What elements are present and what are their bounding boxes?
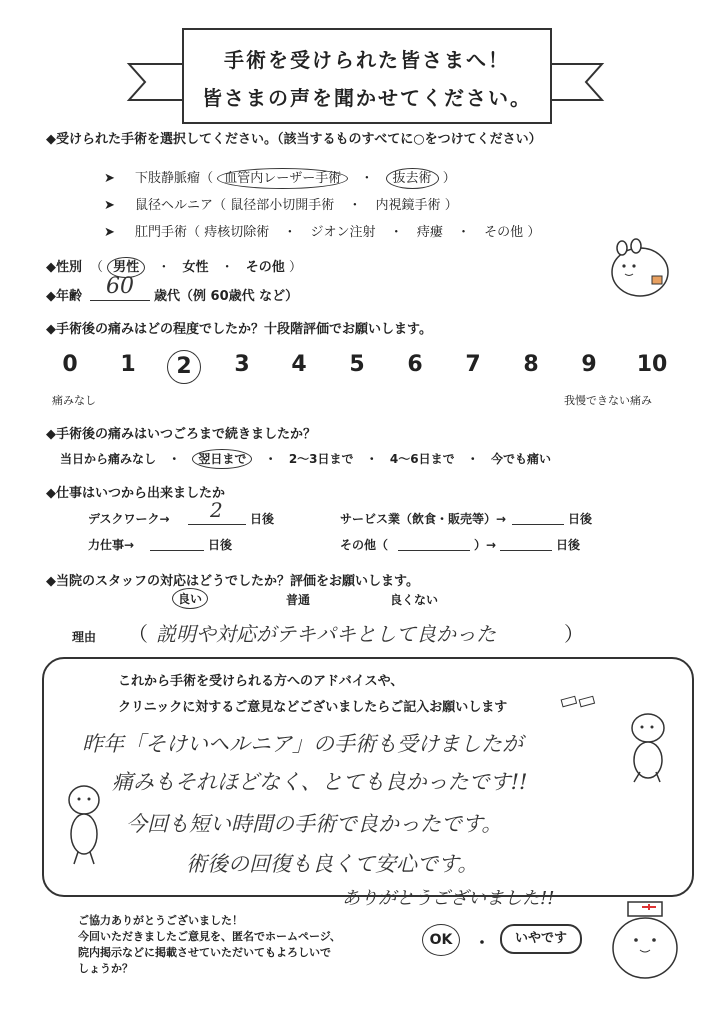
- title-banner: [182, 28, 552, 124]
- work-other-days-field[interactable]: [500, 532, 552, 551]
- staff-normal[interactable]: 普通: [286, 593, 311, 607]
- pain-1[interactable]: 1: [120, 352, 136, 377]
- footer-line-2: 今回いただきましたご意見を、匿名でホームページ、: [78, 930, 341, 943]
- pain-9[interactable]: 9: [581, 352, 597, 377]
- staff-bad[interactable]: 良くない: [390, 593, 439, 607]
- bear-illustration-2: [620, 708, 678, 790]
- surgery-name-varicose[interactable]: 下肢静脈瘤: [135, 171, 201, 186]
- option-zion[interactable]: ジオン注射: [310, 225, 376, 240]
- arrow-icon: ➤: [104, 225, 115, 240]
- reason-text[interactable]: 説明や対応がテキパキとして良かった: [156, 622, 496, 646]
- option-other[interactable]: その他: [484, 225, 524, 240]
- title-line-2: 皆さまの声を聞かせてください。: [202, 86, 532, 110]
- duration-2-3-days[interactable]: 2～3日まで: [288, 452, 354, 466]
- arrow-icon: ➤: [104, 171, 115, 186]
- work-other-field[interactable]: [398, 532, 470, 551]
- bear-illustration-1: [600, 236, 676, 300]
- pain-5[interactable]: 5: [349, 352, 365, 377]
- work-desk-label: デスクワーク→: [88, 512, 170, 526]
- paren-close: ）: [444, 198, 458, 213]
- work-desk-field[interactable]: [188, 498, 246, 525]
- nurse-bear-illustration: [608, 900, 682, 982]
- work-other-label: その他（: [340, 538, 389, 552]
- consent-no-button[interactable]: いやです: [500, 924, 582, 954]
- paren-open: （: [90, 260, 104, 275]
- surgery-row-3: [104, 221, 540, 240]
- advice-hand-4: 術後の回復も良くて安心です。: [186, 852, 479, 876]
- arrow-icon: ➤: [104, 198, 115, 213]
- duration-4-6-days[interactable]: 4～6日まで: [389, 452, 455, 466]
- sex-option-female[interactable]: 女性: [182, 260, 209, 275]
- separator: ・: [365, 452, 378, 466]
- work-service-day: 日後: [568, 512, 593, 526]
- separator: ・: [157, 260, 171, 275]
- age-field[interactable]: [90, 274, 150, 301]
- advice-hand-3: 今回も短い時間の手術で良かったです。: [126, 812, 503, 836]
- work-physical-day: 日後: [208, 538, 233, 552]
- paren-close: ）: [288, 260, 302, 275]
- title-line-1: 手術を受けられた皆さまへ！: [224, 48, 510, 72]
- separator: ・: [283, 225, 297, 240]
- bear-illustration-3: [60, 780, 110, 870]
- separator: ・: [474, 933, 491, 952]
- pain-low-label: 痛みなし: [52, 394, 96, 407]
- duration-still[interactable]: 今でも痛い: [491, 452, 552, 466]
- work-service-label: サービス業（飲食・販売等）→: [340, 512, 507, 526]
- separator: ・: [348, 198, 362, 213]
- footer-line-4: しょうか？: [78, 962, 133, 975]
- paren-open: （: [187, 225, 201, 240]
- pencil-icon: [560, 694, 600, 710]
- duration-none[interactable]: 当日から痛みなし: [60, 452, 157, 466]
- paren-open: （: [213, 198, 227, 213]
- duration-options: [60, 450, 551, 467]
- option-laser-selected[interactable]: 血管内レーザー手術: [217, 168, 348, 189]
- reason-open: （: [128, 622, 148, 646]
- age-label: ◆年齢: [46, 289, 82, 304]
- surgery-row-2: [104, 194, 458, 213]
- option-stripping-selected[interactable]: 抜去術: [386, 168, 439, 189]
- paren-close: ）: [527, 225, 541, 240]
- option-endoscopic[interactable]: 内視鏡手術: [375, 198, 441, 213]
- paren-close: ）: [442, 171, 456, 186]
- separator: ・: [457, 225, 471, 240]
- option-hemorrhoidectomy[interactable]: 痔核切除術: [204, 225, 270, 240]
- reason-close: ）: [564, 622, 584, 646]
- sex-option-male[interactable]: 男性: [107, 257, 145, 278]
- age-suffix: 歳代（例 60歳代 など）: [154, 289, 299, 304]
- q-duration: ◆手術後の痛みはいつごろまで続きましたか？: [46, 427, 316, 442]
- pain-6[interactable]: 6: [407, 352, 423, 377]
- closing-handwritten: ありがとうございました!!: [342, 888, 555, 909]
- work-desk-day: 日後: [250, 512, 275, 526]
- separator: ・: [264, 452, 277, 466]
- work-physical-label: 力仕事→: [88, 538, 135, 552]
- footer-line-1: ご協力ありがとうございました！: [78, 914, 243, 927]
- separator: ・: [389, 225, 403, 240]
- pain-4[interactable]: 4: [291, 352, 307, 377]
- option-fistula[interactable]: 痔瘻: [416, 225, 443, 240]
- sex-label: ◆性別: [46, 260, 82, 275]
- footer-line-3: 院内掲示などに掲載させていただいてもよろしいで: [78, 946, 331, 959]
- work-other-close: ）→: [474, 538, 497, 552]
- advice-hand-2: 痛みもそれほどなく、とても良かったです!!: [112, 770, 528, 794]
- pain-scale: [0, 352, 725, 392]
- work-desk-value: 2: [210, 498, 223, 522]
- pain-3[interactable]: 3: [234, 352, 250, 377]
- consent-ok-selected[interactable]: OK: [422, 924, 460, 956]
- advice-line-1: これから手術を受けられる方へのアドバイスや、: [118, 674, 404, 689]
- pain-7[interactable]: 7: [465, 352, 481, 377]
- option-small-incision[interactable]: 鼠径部小切開手術: [230, 198, 335, 213]
- work-other-day: 日後: [556, 538, 581, 552]
- q-surgery: ◆受けられた手術を選択してください。（該当するものすべてに○をつけてください）: [46, 132, 542, 147]
- advice-hand-1: 昨年「そけいヘルニア」の手術も受けましたが: [82, 732, 523, 756]
- surgery-name-anal[interactable]: 肛門手術: [135, 225, 188, 240]
- separator: ・: [360, 171, 374, 186]
- pain-high-label: 我慢できない痛み: [564, 394, 652, 407]
- q-staff: ◆当院のスタッフの対応はどうでしたか？評価をお願いします。: [46, 574, 419, 589]
- work-service-field[interactable]: [512, 506, 564, 525]
- separator: ・: [168, 452, 181, 466]
- pain-8[interactable]: 8: [523, 352, 539, 377]
- separator: ・: [466, 452, 479, 466]
- paren-open: （: [200, 171, 214, 186]
- work-physical-field[interactable]: [150, 532, 204, 551]
- staff-good-selected[interactable]: 良い: [172, 588, 208, 609]
- age-value: 60: [106, 274, 134, 299]
- sex-option-other[interactable]: その他: [245, 260, 285, 275]
- pain-0[interactable]: 0: [62, 352, 78, 377]
- separator: ・: [220, 260, 234, 275]
- surgery-name-hernia[interactable]: 鼠径ヘルニア: [135, 198, 214, 213]
- pain-10[interactable]: 10: [636, 352, 668, 377]
- reason-label: 理由: [72, 630, 97, 644]
- surgery-row-1: [104, 167, 456, 186]
- q-pain: ◆手術後の痛みはどの程度でしたか？十段階評価でお願いします。: [46, 322, 432, 337]
- advice-line-2: クリニックに対するご意見などございましたらご記入お願いします: [118, 700, 508, 715]
- sex-options: [90, 256, 302, 275]
- q-work: ◆仕事はいつから出来ましたか: [46, 486, 225, 501]
- pain-2-selected[interactable]: 2: [167, 350, 201, 384]
- duration-next-day-selected[interactable]: 翌日まで: [192, 449, 252, 469]
